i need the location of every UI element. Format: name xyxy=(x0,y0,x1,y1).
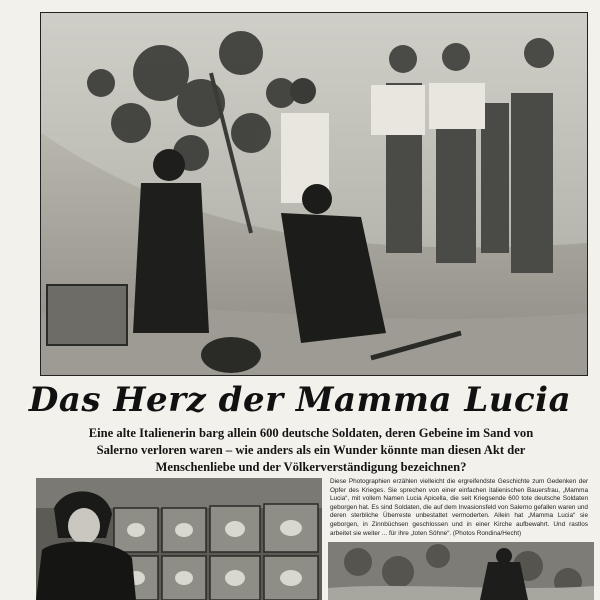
photo-woman-in-field xyxy=(328,542,594,600)
article-deck: Eine alte Italienerin barg allein 600 deutsche Soldaten, deren Gebeine im Sand von Salerno verloren waren – wie anders als ein Wunder könnte man diesen Akt der Menschenliebe und der Völkerverständigung bezeichnen? xyxy=(88,426,534,474)
photo-woman-with-tin-boxes xyxy=(36,478,322,600)
photo-caption: Diese Photographien erzählen vielleicht die ergreifendste Geschichte zum Gedenken der Opfer des Krieges. Sie sprechen von einer einfachen italienischen Bauersfrau, „Mamma Lucia“, mit vollem Namen Lucia Apicella, die seit Kriegsende 600 tote deutsche Soldaten geborgen hat. Es sind Soldaten, die auf dem Invasionsfeld von Salerno gefallen waren und deren sterbliche Überreste unbestattet vermoderten. Allein hat „Mamma Lucia“ sie geborgen, in Zinnbüchsen geschlossen und in einer Kirche aufbewahrt. Und rastlos arbeitet sie weiter ... für ihre „toten Söhne“. (Photos Rondina/Hecht) xyxy=(330,478,588,537)
photo-excavation-scene xyxy=(40,12,588,376)
article-headline: Das Herz der Mamma Lucia xyxy=(28,380,572,420)
